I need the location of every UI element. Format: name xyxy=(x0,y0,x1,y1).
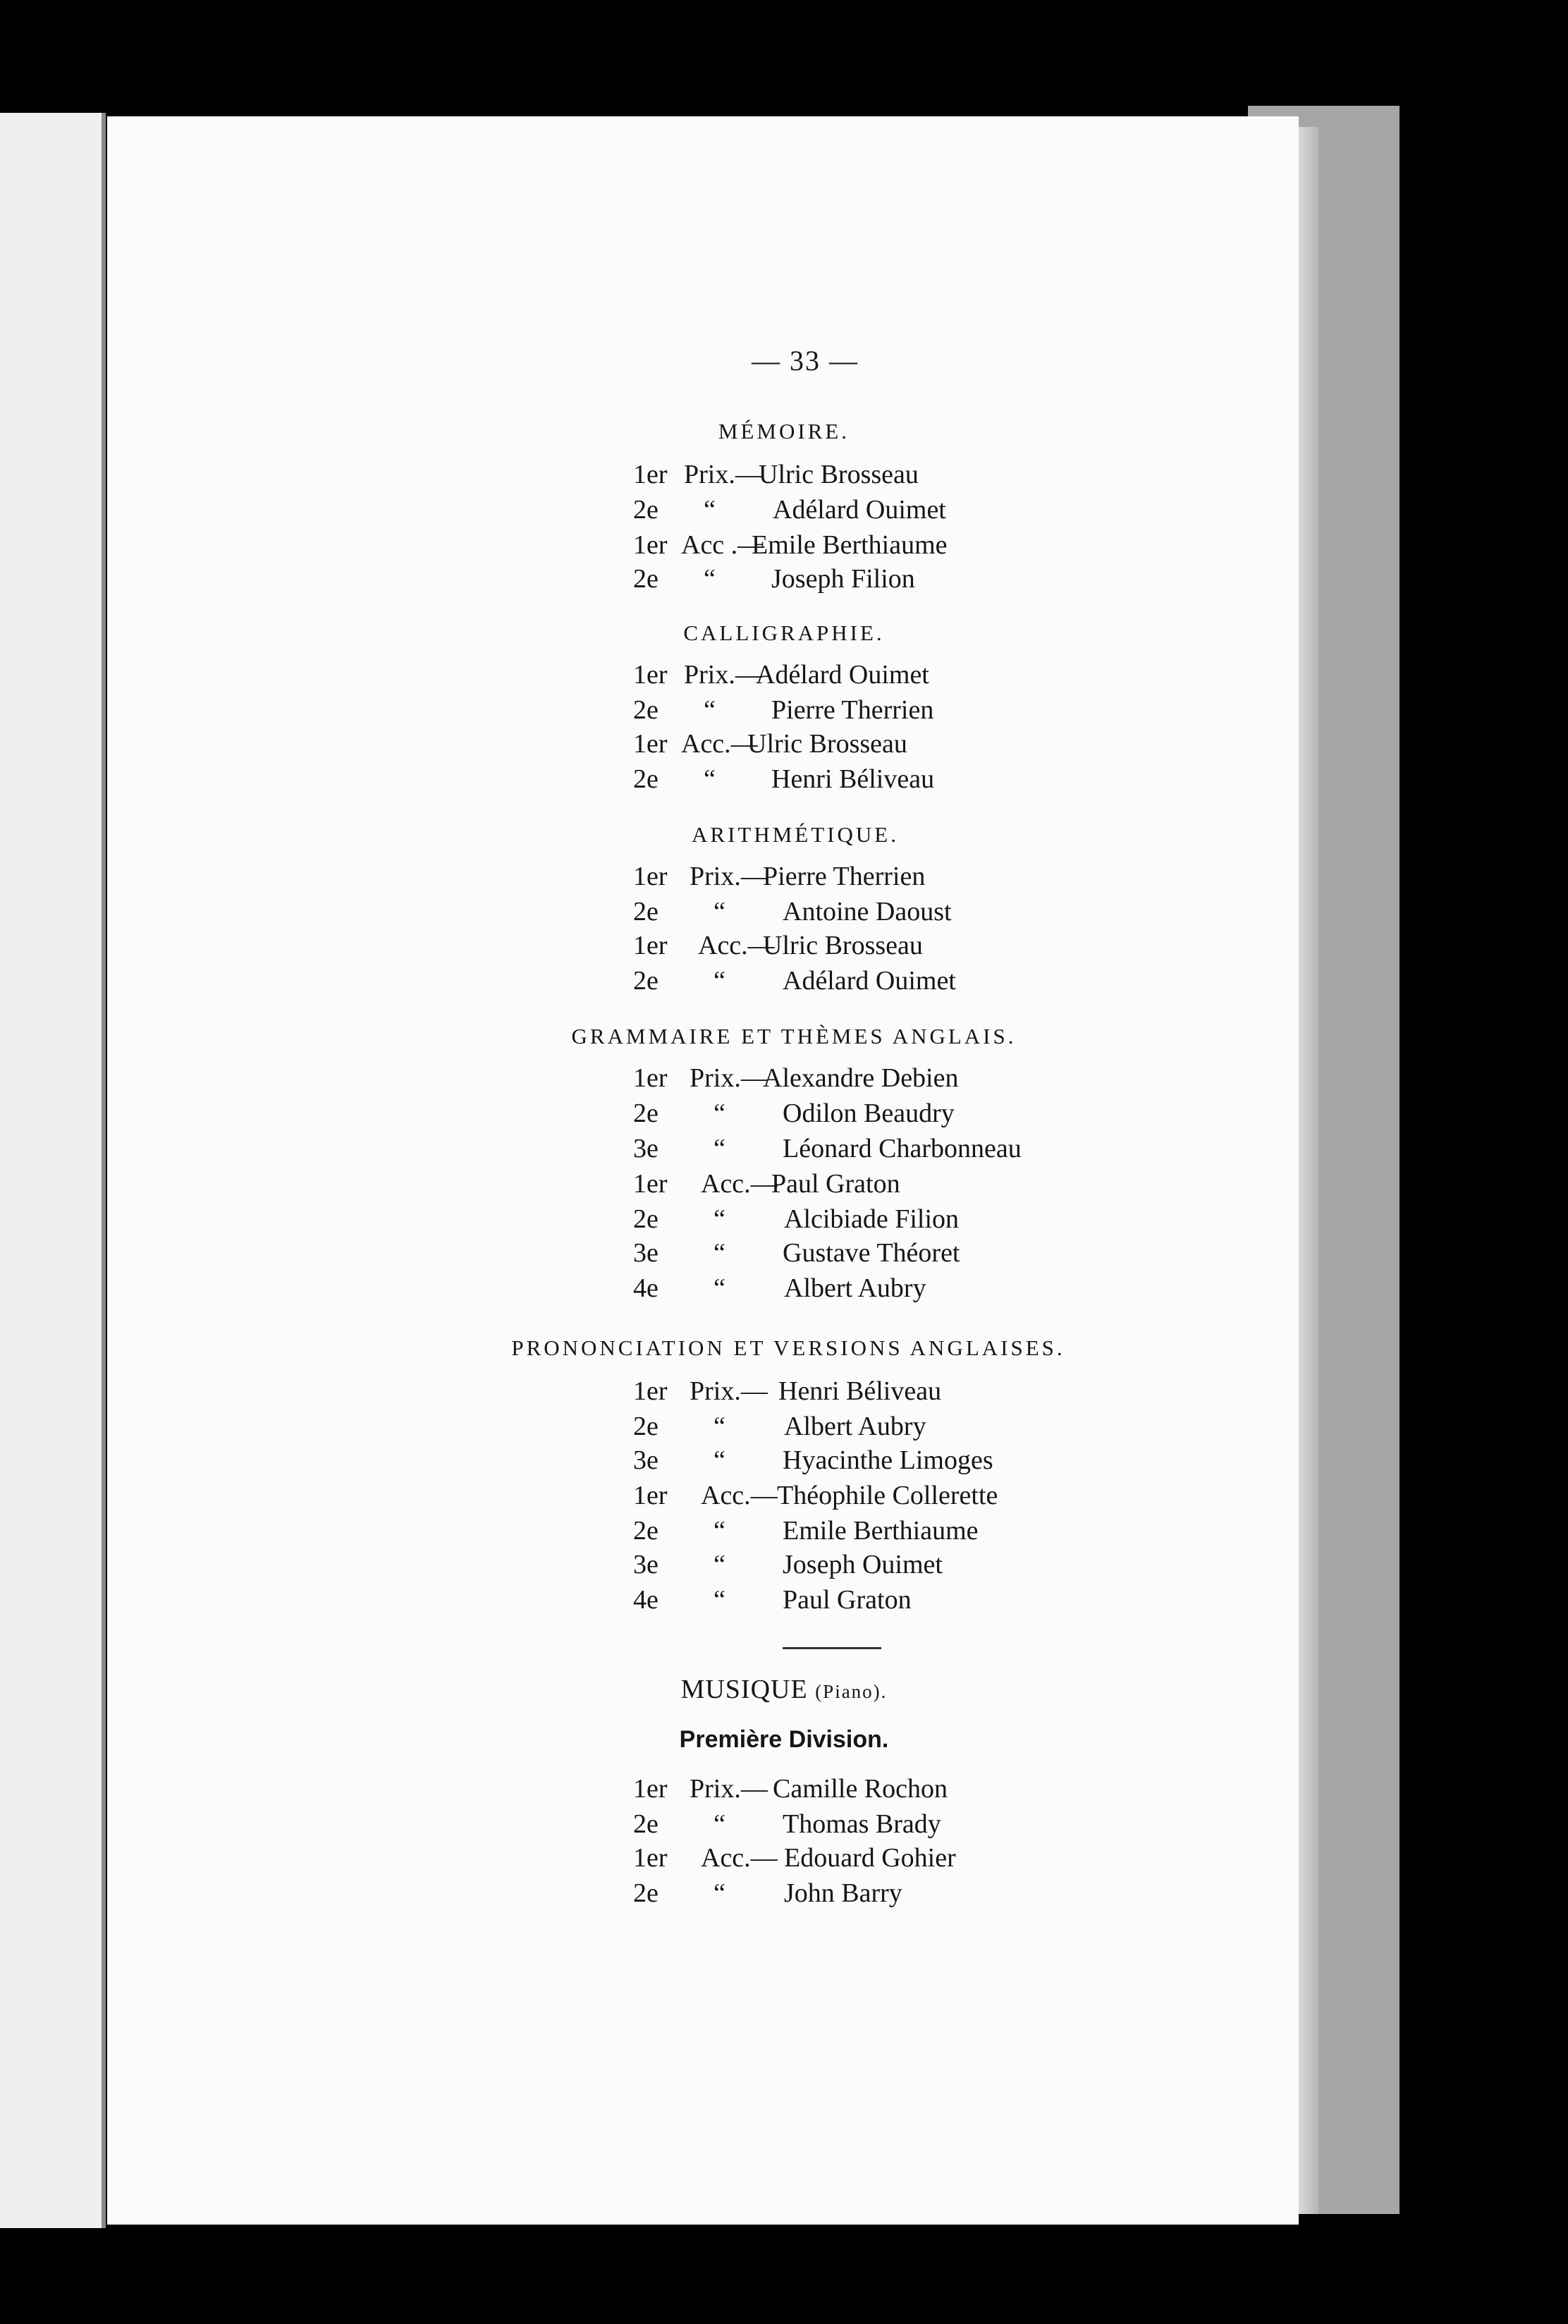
entry-name: Paul Graton xyxy=(783,1585,912,1615)
entry-type: “ xyxy=(713,1445,725,1475)
entry-rank: 2e xyxy=(633,764,659,794)
entry-type: “ xyxy=(713,1099,725,1128)
entry-rank: 4e xyxy=(633,1273,659,1303)
entry-name: Joseph Ouimet xyxy=(783,1550,943,1579)
entry-type: “ xyxy=(713,1134,725,1163)
entry-rank: 1er xyxy=(633,862,668,891)
entry-name: Alcibiade Filion xyxy=(784,1204,960,1234)
division-heading: Première Division. xyxy=(679,1726,889,1753)
entry-type: Acc.— xyxy=(698,931,775,960)
music-heading-title: MUSIQUE xyxy=(680,1675,808,1704)
entry-type: Prix.— xyxy=(690,1376,768,1406)
music-heading-instrument: (Piano). xyxy=(815,1681,888,1702)
entry-name: Adélard Ouimet xyxy=(773,495,946,525)
entry-rank: 1er xyxy=(633,1774,668,1804)
entry-name: Alexandre Debien xyxy=(763,1063,959,1093)
entry-name: Emile Berthiaume xyxy=(752,530,948,560)
entry-type: Prix.— xyxy=(690,1063,768,1093)
entry-rank: 1er xyxy=(633,1481,668,1510)
entry-type: Acc.— xyxy=(681,729,758,759)
music-heading xyxy=(0,1674,1568,1705)
entry-rank: 1er xyxy=(633,530,668,560)
entry-rank: 1er xyxy=(633,1376,668,1406)
entry-rank: 2e xyxy=(633,1204,659,1234)
entry-name: Antoine Daoust xyxy=(783,897,952,926)
entry-rank: 1er xyxy=(633,1169,668,1199)
entry-name: Henri Béliveau xyxy=(771,764,935,794)
section-heading-calligraphie: CALLIGRAPHIE. xyxy=(683,620,885,645)
entry-type: Acc.— xyxy=(701,1481,778,1510)
section-heading-memoire: MÉMOIRE. xyxy=(718,419,850,444)
entry-rank: 2e xyxy=(633,1412,659,1441)
entry-type: “ xyxy=(713,1878,725,1908)
entry-type: “ xyxy=(704,764,716,794)
entry-rank: 2e xyxy=(633,1516,659,1546)
entry-name: Emile Berthiaume xyxy=(783,1516,979,1546)
entry-type: “ xyxy=(704,695,716,725)
entry-rank: 1er xyxy=(633,660,668,690)
entry-name: Ulric Brosseau xyxy=(747,729,907,759)
entry-type: Prix.— xyxy=(690,1774,768,1804)
entry-rank: 1er xyxy=(633,931,668,960)
entry-name: Albert Aubry xyxy=(784,1412,926,1441)
entry-type: Acc.— xyxy=(701,1843,778,1873)
entry-rank: 1er xyxy=(633,460,668,489)
entry-rank: 1er xyxy=(633,1063,668,1093)
entry-rank: 2e xyxy=(633,495,659,525)
entry-name: Henri Béliveau xyxy=(778,1376,942,1406)
entry-type: “ xyxy=(713,1204,725,1234)
page-number: — 33 — xyxy=(752,345,859,377)
entry-rank: 4e xyxy=(633,1585,659,1615)
entry-type: Acc.— xyxy=(701,1169,778,1199)
entry-rank: 2e xyxy=(633,966,659,996)
entry-type: Acc .— xyxy=(681,530,765,560)
entry-type: “ xyxy=(713,1809,725,1839)
entry-type: “ xyxy=(713,1585,725,1615)
entry-name: Joseph Filion xyxy=(771,564,915,594)
entry-type: “ xyxy=(713,1516,725,1546)
entry-type: “ xyxy=(704,564,716,594)
entry-name: Edouard Gohier xyxy=(784,1843,956,1873)
entry-name: Ulric Brosseau xyxy=(763,931,923,960)
section-heading-prononciation: PRONONCIATION ET VERSIONS ANGLAISES. xyxy=(511,1335,1065,1360)
entry-name: Paul Graton xyxy=(771,1169,900,1199)
entry-rank: 3e xyxy=(633,1445,659,1475)
entry-name: Pierre Therrien xyxy=(763,862,926,891)
entry-rank: 3e xyxy=(633,1134,659,1163)
entry-type: Prix.— xyxy=(690,862,768,891)
entry-rank: 2e xyxy=(633,1878,659,1908)
entry-name: Thomas Brady xyxy=(783,1809,941,1839)
entry-name: Pierre Therrien xyxy=(771,695,934,725)
entry-type: Prix.— xyxy=(684,460,762,489)
entry-name: Adélard Ouimet xyxy=(756,660,929,690)
entry-type: “ xyxy=(704,495,716,525)
entry-type: Prix.— xyxy=(684,660,762,690)
entry-rank: 2e xyxy=(633,564,659,594)
entry-rank: 2e xyxy=(633,695,659,725)
entry-type: “ xyxy=(713,966,725,996)
entry-type: “ xyxy=(713,1550,725,1579)
entry-rank: 2e xyxy=(633,1809,659,1839)
section-heading-grammaire: GRAMMAIRE ET THÈMES ANGLAIS. xyxy=(571,1024,1017,1048)
entry-name: Odilon Beaudry xyxy=(783,1099,955,1128)
entry-name: Ulric Brosseau xyxy=(759,460,919,489)
entry-rank: 2e xyxy=(633,897,659,926)
section-divider xyxy=(783,1647,881,1649)
entry-name: Hyacinthe Limoges xyxy=(783,1445,993,1475)
entry-type: “ xyxy=(713,897,725,926)
entry-name: Léonard Charbonneau xyxy=(783,1134,1022,1163)
entry-name: Adélard Ouimet xyxy=(783,966,956,996)
entry-type: “ xyxy=(713,1238,725,1268)
entry-name: John Barry xyxy=(784,1878,902,1908)
entry-rank: 1er xyxy=(633,729,668,759)
entry-type: “ xyxy=(713,1412,725,1441)
entry-rank: 1er xyxy=(633,1843,668,1873)
entry-rank: 3e xyxy=(633,1550,659,1579)
entry-type: “ xyxy=(713,1273,725,1303)
entry-rank: 3e xyxy=(633,1238,659,1268)
entry-name: Théophile Collerette xyxy=(777,1481,998,1510)
entry-name: Gustave Théoret xyxy=(783,1238,960,1268)
entry-name: Albert Aubry xyxy=(784,1273,926,1303)
entry-rank: 2e xyxy=(633,1099,659,1128)
entry-name: Camille Rochon xyxy=(773,1774,948,1804)
section-heading-arithmetique: ARITHMÉTIQUE. xyxy=(692,822,899,847)
